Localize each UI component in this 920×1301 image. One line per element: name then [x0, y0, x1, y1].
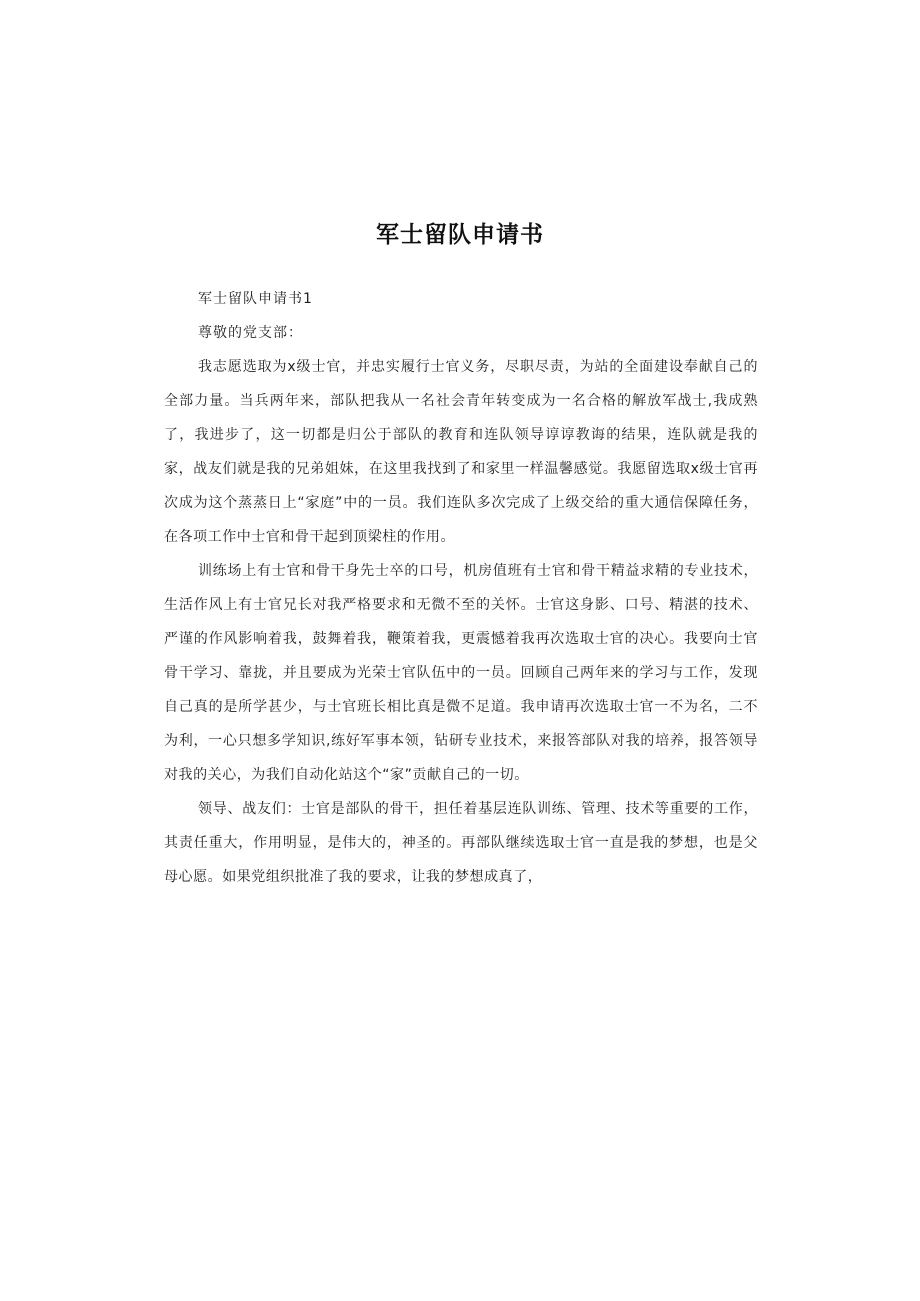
document-title: 军士留队申请书 [376, 222, 544, 248]
document-subtitle: 军士留队申请书1 [198, 291, 313, 307]
body-paragraph-1: 我志愿选取为x级士官，并忠实履行士官义务，尽职尽责，为站的全面建设奉献自己的全部力量。当兵两年来，部队把我从一名社会青年转变成为一名合格的解放军战士,我成熟了，我进步了，这一切都是归公于部队的教育和连队领导谆谆教诲的结果，连队就是我的家，战友们就是我的兄弟姐妹，在这里我找到了和家里一样温馨感觉。我愿留选取x级士官再次成为这个蒸蒸日上“家庭”中的一员。我们连队多次完成了上级交给的重大通信保障任务，在各项工作中士官和骨干起到顶梁柱的作用。 [164, 359, 758, 545]
body-paragraph-3: 领导、战友们：士官是部队的骨干，担任着基层连队训练、管理、技术等重要的工作，其责任重大，作用明显，是伟大的，神圣的。再部队继续选取士官一直是我的梦想，也是父母心愿。如果党组织批准了我的要求，让我的梦想成真了， [164, 801, 758, 885]
body-paragraph-2: 训练场上有士官和骨干身先士卒的口号，机房值班有士官和骨干精益求精的专业技术，生活作风上有士官兄长对我严格要求和无微不至的关怀。士官这身影、口号、精湛的技术、严谨的作风影响着我，鼓舞着我，鞭策着我，更震憾着我再次选取士官的决心。我要向士官骨干学习、靠拢，并且要成为光荣士官队伍中的一员。回顾自己两年来的学习与工作，发现自己真的是所学甚少，与士官班长相比真是微不足道。我申请再次选取士官一不为名，二不为利，一心只想多学知识,练好军事本领，钻研专业技术，来报答部队对我的培养，报答领导对我的关心，为我们自动化站这个“家”贡献自己的一切。 [164, 563, 758, 783]
document-body [164, 282, 758, 894]
salutation: 尊敬的党支部： [198, 325, 303, 341]
